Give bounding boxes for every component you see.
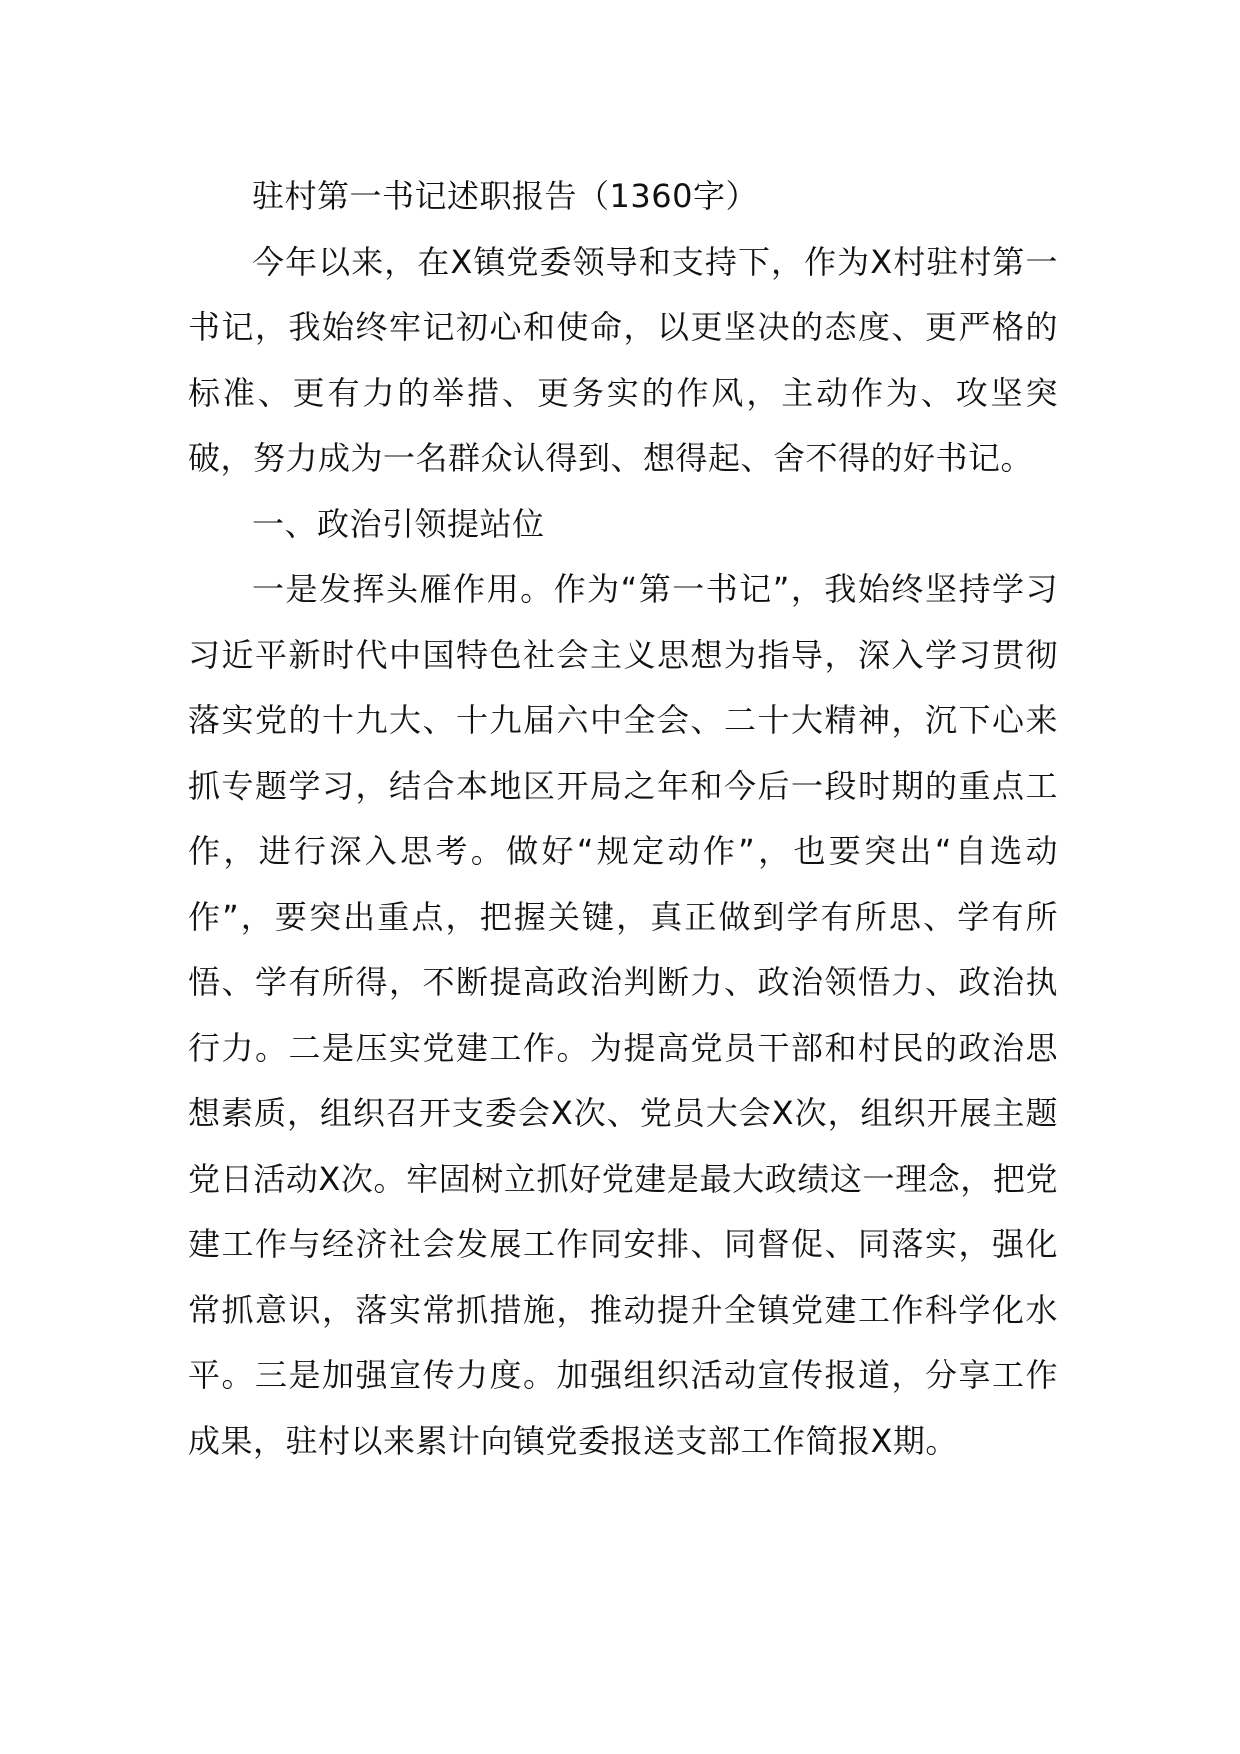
body-paragraph: 一是发挥头雁作用。作为“第一书记”，我始终坚持学习习近平新时代中国特色社会主义思想为指导，深入学习贯彻落实党的十九大、十九届六中全会、二十大精神，沉下心来抓专题学习，结合本地区开局之年和今后一段时期的重点工作，进行深入思考。做好“规定动作”，也要突出“自选动作”，要突出重点，把握关键，真正做到学有所思、学有所悟、学有所得，不断提高政治判断力、政治领悟力、政治执行力。二是压实党建工作。为提高党员干部和村民的政治思想素质，组织召开支委会X次、党员大会X次，组织开展主题党日活动X次。牢固树立抓好党建是最大政绩这一理念，把党建工作与经济社会发展工作同安排、同督促、同落实，强化常抓意识，落实常抓措施，推动提升全镇党建工作科学化水平。三是加强宣传力度。加强组织活动宣传报道，分享工作成果，驻村以来累计向镇党委报送支部工作简报X期。: [188, 570, 1058, 1460]
section-heading: 一、政治引领提站位: [252, 504, 545, 543]
document-title: 驻村第一书记述职报告（1360字）: [252, 177, 758, 215]
intro-paragraph: 今年以来，在X镇党委领导和支持下，作为X村驻村第一书记，我始终牢记初心和使命，以更坚决的态度、更严格的标准、更有力的举措、更务实的作风，主动作为、攻坚突破，努力成为一名群众认得到、想得起、舍不得的好书记。: [188, 242, 1058, 477]
document-body: [188, 164, 1058, 1474]
